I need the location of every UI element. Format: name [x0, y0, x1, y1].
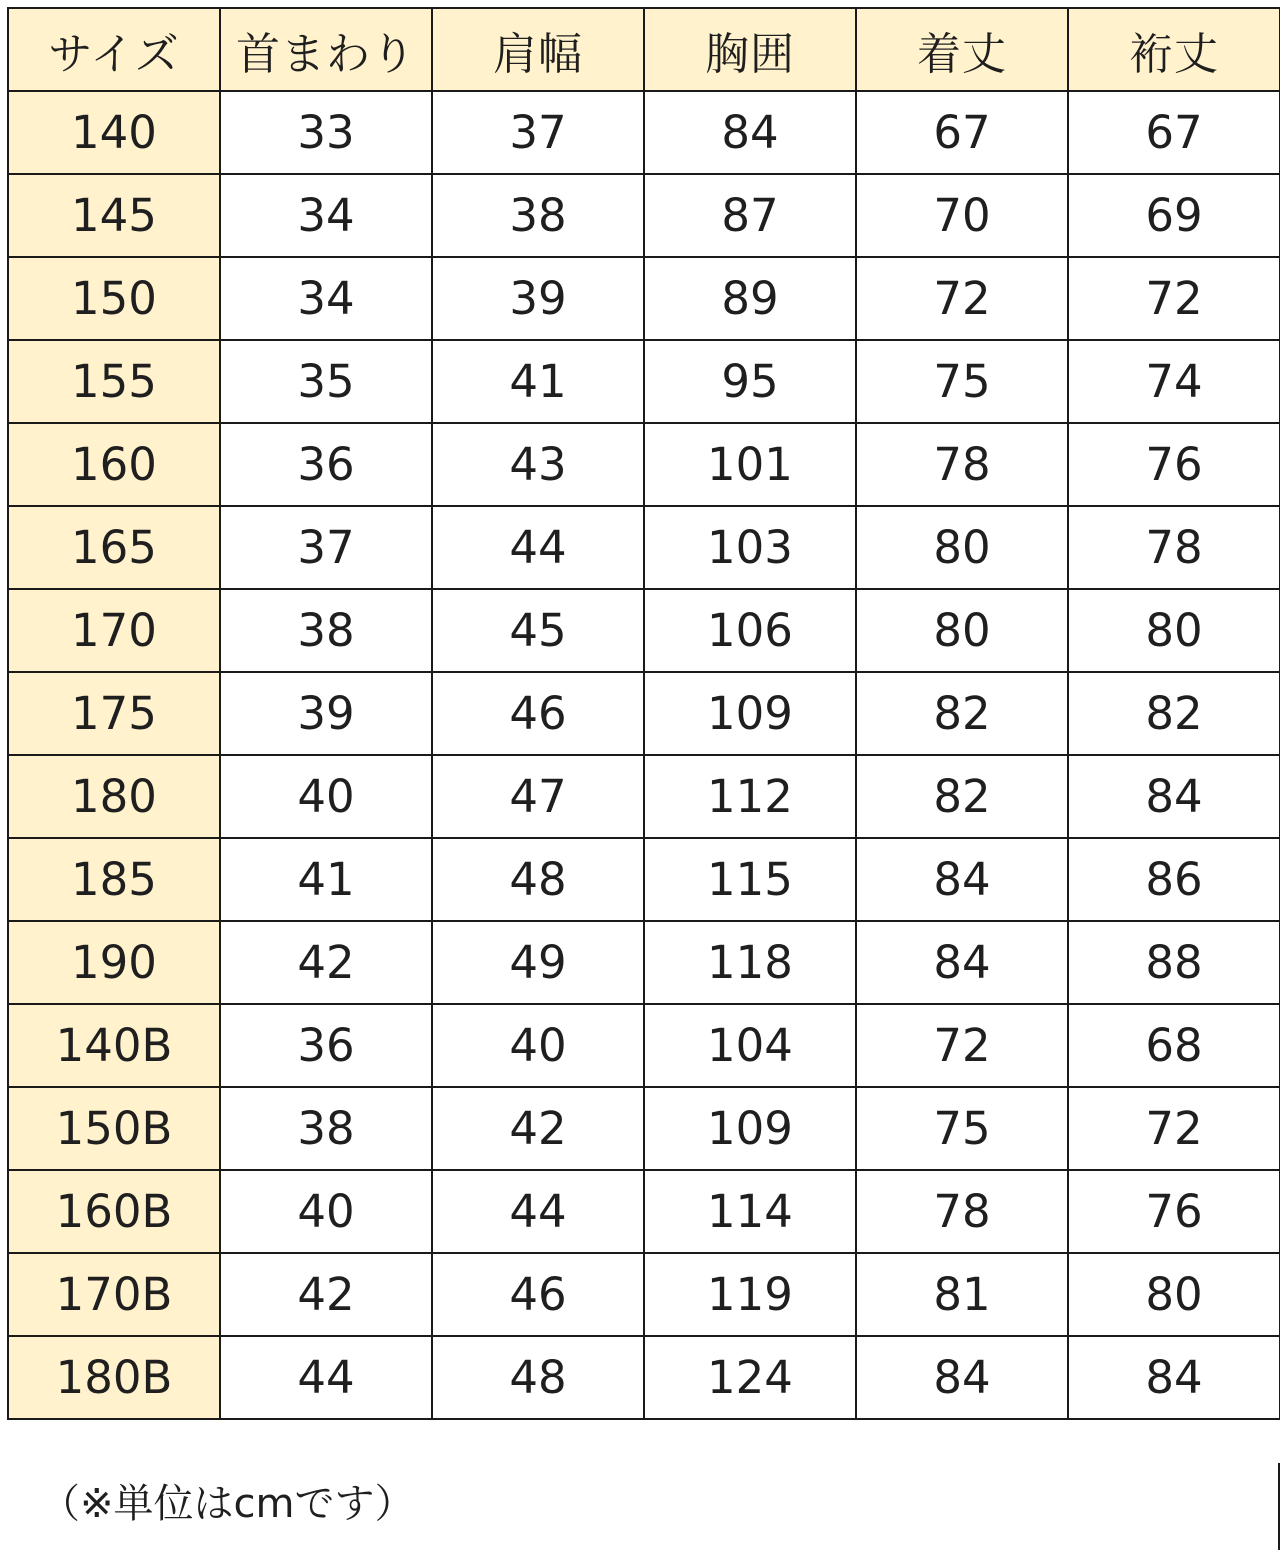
- table-row: [8, 340, 1280, 423]
- cell-sleeve: 68: [1068, 1004, 1280, 1087]
- cell-neck: 35: [220, 340, 432, 423]
- table-row: [8, 921, 1280, 1004]
- cell-neck: 40: [220, 755, 432, 838]
- cell-neck: 40: [220, 1170, 432, 1253]
- cell-size: 180B: [8, 1336, 220, 1419]
- cell-chest: 118: [644, 921, 856, 1004]
- table-row: [8, 1253, 1280, 1336]
- cell-length: 78: [856, 1170, 1068, 1253]
- cell-chest: 109: [644, 672, 856, 755]
- table-row: [8, 672, 1280, 755]
- cell-sleeve: 84: [1068, 1336, 1280, 1419]
- cell-length: 80: [856, 506, 1068, 589]
- cell-chest: 114: [644, 1170, 856, 1253]
- cell-length: 84: [856, 838, 1068, 921]
- cell-chest: 84: [644, 91, 856, 174]
- cell-chest: 87: [644, 174, 856, 257]
- table-row: [8, 1004, 1280, 1087]
- cell-size: 165: [8, 506, 220, 589]
- cell-sleeve: 74: [1068, 340, 1280, 423]
- cell-length: 84: [856, 1336, 1068, 1419]
- cell-length: 78: [856, 423, 1068, 506]
- cell-shoulder: 39: [432, 257, 644, 340]
- cell-chest: 106: [644, 589, 856, 672]
- cell-shoulder: 44: [432, 1170, 644, 1253]
- header-chest: 胸囲: [644, 8, 856, 91]
- cell-chest: 124: [644, 1336, 856, 1419]
- cell-length: 75: [856, 1087, 1068, 1170]
- cell-length: 72: [856, 257, 1068, 340]
- size-chart-table: [7, 7, 1280, 1420]
- cell-shoulder: 41: [432, 340, 644, 423]
- cell-size: 160: [8, 423, 220, 506]
- cell-length: 82: [856, 672, 1068, 755]
- cell-size: 170: [8, 589, 220, 672]
- table-row: [8, 838, 1280, 921]
- cell-size: 170B: [8, 1253, 220, 1336]
- table-row: [8, 423, 1280, 506]
- cell-chest: 101: [644, 423, 856, 506]
- cell-shoulder: 38: [432, 174, 644, 257]
- cell-chest: 109: [644, 1087, 856, 1170]
- cell-length: 70: [856, 174, 1068, 257]
- header-shoulder: 肩幅: [432, 8, 644, 91]
- cell-shoulder: 47: [432, 755, 644, 838]
- cell-sleeve: 76: [1068, 423, 1280, 506]
- cell-size: 150B: [8, 1087, 220, 1170]
- table-row: [8, 174, 1280, 257]
- cell-neck: 38: [220, 589, 432, 672]
- table-row: [8, 755, 1280, 838]
- cell-size: 145: [8, 174, 220, 257]
- cell-neck: 36: [220, 423, 432, 506]
- cell-sleeve: 82: [1068, 672, 1280, 755]
- header-neck: 首まわり: [220, 8, 432, 91]
- cell-neck: 38: [220, 1087, 432, 1170]
- cell-neck: 36: [220, 1004, 432, 1087]
- cell-size: 140B: [8, 1004, 220, 1087]
- cell-chest: 95: [644, 340, 856, 423]
- table-row: [8, 91, 1280, 174]
- cell-chest: 112: [644, 755, 856, 838]
- cell-sleeve: 78: [1068, 506, 1280, 589]
- cell-length: 80: [856, 589, 1068, 672]
- cell-size: 175: [8, 672, 220, 755]
- cell-sleeve: 67: [1068, 91, 1280, 174]
- cell-shoulder: 40: [432, 1004, 644, 1087]
- cell-sleeve: 76: [1068, 1170, 1280, 1253]
- cell-shoulder: 46: [432, 672, 644, 755]
- cell-sleeve: 88: [1068, 921, 1280, 1004]
- cell-shoulder: 42: [432, 1087, 644, 1170]
- cell-neck: 34: [220, 257, 432, 340]
- cell-neck: 42: [220, 921, 432, 1004]
- cell-shoulder: 46: [432, 1253, 644, 1336]
- cell-sleeve: 69: [1068, 174, 1280, 257]
- cell-sleeve: 72: [1068, 257, 1280, 340]
- cell-shoulder: 37: [432, 91, 644, 174]
- cell-neck: 33: [220, 91, 432, 174]
- cell-size: 150: [8, 257, 220, 340]
- cell-chest: 115: [644, 838, 856, 921]
- cell-shoulder: 43: [432, 423, 644, 506]
- cell-shoulder: 48: [432, 838, 644, 921]
- table-row: [8, 506, 1280, 589]
- cell-length: 75: [856, 340, 1068, 423]
- table-row: [8, 1170, 1280, 1253]
- cell-chest: 103: [644, 506, 856, 589]
- cell-chest: 119: [644, 1253, 856, 1336]
- cell-sleeve: 80: [1068, 1253, 1280, 1336]
- cell-size: 185: [8, 838, 220, 921]
- cell-size: 155: [8, 340, 220, 423]
- cell-neck: 41: [220, 838, 432, 921]
- cell-length: 81: [856, 1253, 1068, 1336]
- header-size: サイズ: [8, 8, 220, 91]
- cell-length: 82: [856, 755, 1068, 838]
- cell-length: 67: [856, 91, 1068, 174]
- header-sleeve: 裄丈: [1068, 8, 1280, 91]
- cell-size: 160B: [8, 1170, 220, 1253]
- cell-neck: 34: [220, 174, 432, 257]
- cell-neck: 39: [220, 672, 432, 755]
- unit-note: （※単位はcmです）: [40, 1481, 415, 1527]
- header-length: 着丈: [856, 8, 1068, 91]
- cell-size: 180: [8, 755, 220, 838]
- cell-length: 84: [856, 921, 1068, 1004]
- cell-chest: 89: [644, 257, 856, 340]
- cell-sleeve: 84: [1068, 755, 1280, 838]
- table-row: [8, 257, 1280, 340]
- cell-sleeve: 72: [1068, 1087, 1280, 1170]
- cell-shoulder: 45: [432, 589, 644, 672]
- cell-shoulder: 48: [432, 1336, 644, 1419]
- table-row: [8, 1336, 1280, 1419]
- cell-length: 72: [856, 1004, 1068, 1087]
- cell-neck: 44: [220, 1336, 432, 1419]
- cell-size: 140: [8, 91, 220, 174]
- table-row: [8, 589, 1280, 672]
- cell-sleeve: 86: [1068, 838, 1280, 921]
- cell-shoulder: 49: [432, 921, 644, 1004]
- cell-neck: 37: [220, 506, 432, 589]
- cell-sleeve: 80: [1068, 589, 1280, 672]
- cell-size: 190: [8, 921, 220, 1004]
- cell-neck: 42: [220, 1253, 432, 1336]
- table-row: [8, 1087, 1280, 1170]
- cell-chest: 104: [644, 1004, 856, 1087]
- header-row: [8, 8, 1280, 91]
- cell-shoulder: 44: [432, 506, 644, 589]
